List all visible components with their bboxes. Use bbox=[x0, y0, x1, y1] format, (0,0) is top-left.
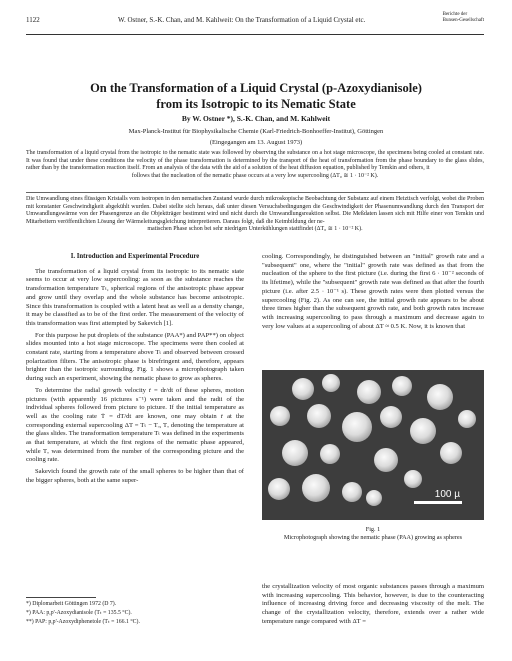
right-column-top bbox=[262, 253, 484, 331]
abstract-english-last-line: follows that the nucleation of the nematic phase occurs at a very low supercooling (ΔT₀ ≅ 1 · 10⁻² K). bbox=[131, 172, 379, 179]
abstract-german-last-line: matischen Phase schon bei sehr niedrigen Unterkühlungen stattfindet (ΔT₀ ≅ 1 · 10⁻² K). bbox=[147, 226, 363, 233]
nematic-sphere bbox=[374, 448, 398, 472]
footnote: *) PAA: p,p'-Azoxydianisole (Tₜ = 135.5 °C). bbox=[26, 610, 132, 616]
nematic-sphere bbox=[357, 380, 381, 404]
nematic-sphere bbox=[268, 478, 290, 500]
article-title bbox=[0, 80, 512, 112]
journal-name-line1: Berichte der bbox=[442, 12, 468, 17]
page-header bbox=[26, 12, 484, 38]
abstract-english-body: The transformation of a liquid crystal from the isotropic to the nematic state was followed by observing the substance on a hot stage microscope, the specimens being cooled at constant rate. It was found that under these conditions the velocity of the phase transformation is determined by the transport of the heat of transformation from the phase boundary to the glass slides, rather than by the transformation reaction itself. From an analysis of the data with the aid of a solution of the heat diffusion equation, published by Temkin and others, it bbox=[26, 150, 484, 172]
abstract-english bbox=[26, 150, 484, 180]
footnote: **) PAP: p,p'-Azoxydiphenetole (Tₜ = 166.1 °C). bbox=[26, 619, 140, 625]
nematic-sphere bbox=[404, 470, 422, 488]
nematic-sphere bbox=[307, 404, 331, 428]
nematic-sphere bbox=[320, 444, 340, 464]
left-column bbox=[26, 253, 244, 486]
scale-bar bbox=[414, 501, 462, 504]
figure-label: Fig. 1 bbox=[365, 526, 381, 533]
nematic-sphere bbox=[302, 474, 330, 502]
nematic-sphere bbox=[342, 412, 372, 442]
nematic-sphere bbox=[380, 406, 402, 428]
nematic-sphere bbox=[392, 376, 412, 396]
footnote: *) Diplomarbeit Göttingen 1972 (D 7). bbox=[26, 601, 117, 607]
running-title: W. Ostner, S.-K. Chan, and M. Kahlweit: On the Transformation of a Liquid Crystal etc. bbox=[118, 16, 366, 24]
nematic-sphere bbox=[410, 418, 436, 444]
journal-name-line2: Bunsen-Gesellschaft bbox=[442, 18, 484, 23]
paragraph: the crystallization velocity of most organic substances passes through a maximum with increasing supercooling. This behavior, however, is due to the counteracting influence of increasing driving force and decreasing viscosity of the melt. The change of the crystallization velocity, therefore, extends over a rather wide temperature range compared with ΔT = bbox=[262, 583, 484, 625]
nematic-sphere bbox=[292, 378, 314, 400]
nematic-sphere bbox=[342, 482, 362, 502]
affiliation: Max-Planck-Institut für Biophysikalische Chemie (Karl-Friedrich-Bonhoeffer-Institut), Göttingen bbox=[128, 128, 384, 135]
nematic-sphere bbox=[282, 440, 308, 466]
figure-caption-text: Microphotograph showing the nematic phase (PAA) growing as spheres bbox=[283, 533, 463, 541]
abstract-divider bbox=[26, 192, 484, 193]
paragraph: Sakevich found the growth rate of the small spheres to be higher than that of the bigger spheres, both at the same super- bbox=[26, 468, 244, 484]
scale-bar-label: 100 µ bbox=[434, 489, 460, 500]
nematic-sphere bbox=[270, 406, 290, 426]
header-rule bbox=[26, 34, 484, 35]
paragraph: cooling. Correspondingly, he distinguished between an "initial" growth rate and a "subsequent" one, where the "initial" growth rate was defined as that from the nucleation of the sphere to the first picture (i.e. during the first 6 · 10⁻² seconds of its lifetime), while the "subsequent" growth rate was defined as that after the fourth picture (i.e. after 2.5 · 10⁻¹ s). These growth rates were then plotted versus the supercooling (Fig. 2). As one can see, the initial growth rate appears to be about three times higher than the subsequent growth rate, and both growth rates increase with increasing supercooling to pass through a maximum and decrease again to very low values at a supercooling of about ΔT ≈ 0.5 K. Now, it is known that bbox=[262, 253, 484, 330]
title-line-1: On the Transformation of a Liquid Crystal (p-Azoxydianisole) bbox=[90, 81, 422, 95]
nematic-sphere bbox=[322, 374, 340, 392]
paragraph: For this purpose he put droplets of the substance (PAA*) and PAP**) on object slides mounted into a hot stage microscope. The specimens were then cooled at constant rate, starting from a temperature above Tₜ and observed between crossed polarization filters. The anisotropic phase is birefringent and, therefore, appears brighter than the isotropic surrounding. Fig. 1 shows a microphotograph taken during such an experiment, showing the nematic phase to grow as spheres. bbox=[26, 331, 244, 383]
figure-1-microphotograph bbox=[262, 370, 484, 520]
nematic-sphere bbox=[427, 384, 453, 410]
title-line-2: from its Isotropic to its Nematic State bbox=[156, 97, 356, 111]
journal-name bbox=[443, 12, 484, 24]
section-heading: I. Introduction and Experimental Procedure bbox=[70, 253, 200, 260]
right-column-bottom bbox=[262, 583, 484, 627]
nematic-sphere bbox=[366, 490, 382, 506]
nematic-sphere bbox=[458, 410, 476, 428]
authors: By W. Ostner *), S.-K. Chan, and M. Kahlweit bbox=[181, 114, 331, 123]
footnote-rule bbox=[26, 597, 96, 598]
figure-caption bbox=[262, 526, 484, 541]
page-number: 1122 bbox=[26, 16, 40, 24]
abstract-german bbox=[26, 196, 484, 234]
nematic-sphere bbox=[440, 442, 462, 464]
received-date: (Eingegangen am 13. August 1973) bbox=[209, 139, 303, 146]
paragraph: The transformation of a liquid crystal from its isotropic to its nematic state seems to occur at very low supercooling: as soon as the substance reaches the transformation temperature Tₜ, spherical regions of the anisotropic phase appear and grow until they overlap and the whole substance has become anisotropic. Since this transformation is coupled with a latent heat as well as a density change, it may be classified as to be of the first order. The measurement of the velocity of this transformation was first attempted by Sakevich [1]. bbox=[26, 267, 244, 327]
abstract-german-body: Die Umwandlung eines flüssigen Kristalls vom isotropen in den nematischen Zustand wurde durch mikroskopische Beobachtung der Substanz auf einem Heiztisch verfolgt, wobei die Proben mit konstanter Geschwindigkeit abgekühlt wurden. Dabei stellte sich heraus, daß unter diesen Versuchsbedingungen die Geschwindigkeit der Phasenumwandlung durch den Transport der Umwandlungswärme von der Phasengrenze an die Objektträger bestimmt wird und nicht durch die Umwandlungsreaktion selbst. Die Meßdaten lassen sich mit Hilfe einer von Temkin und Mitarbeitern veröffentlichten Lösung der Wärmeleitungsgleichung interpretieren. Daraus folgt, daß die Keimbildung der ne- bbox=[26, 196, 484, 225]
paragraph: To determine the radial growth velocity ṙ = dr/dt of these spheres, motion pictures (with apparently 16 pictures s⁻¹) were taken and the radii of the individual spheres followed from picture to picture. If the initial temperature as well as the cooling rate Ṫ = dT/dt are known, one may obtain ṙ at the corresponding external supercooling ΔT = Tₜ − Tₒ, Tₒ denoting the temperature at the glass slides. The transformation temperature Tₜ was defined in the experiments as that temperature, at which the first regions of the nematic phase appeared, while Tₒ was determined from the number of the corresponding picture and the cooling rate. bbox=[26, 386, 244, 464]
